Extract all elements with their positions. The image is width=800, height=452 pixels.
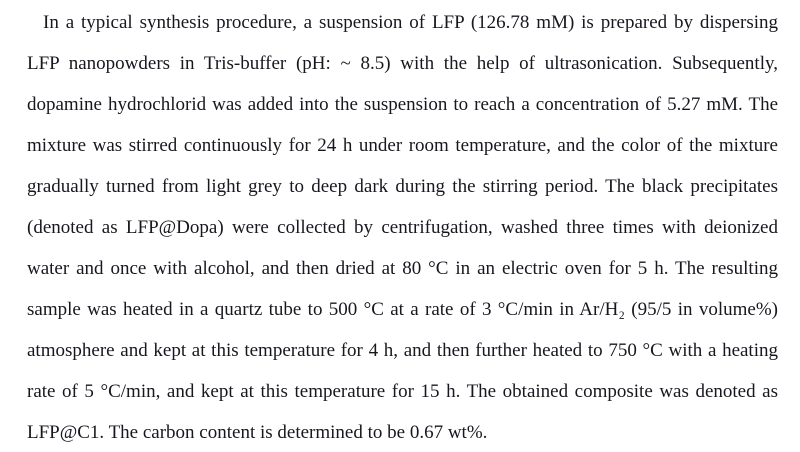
paragraph-line-10: rate of 5 °C/min, and kept at this temperature for 15 h. The obtained composite was denoted as xyxy=(27,381,778,402)
paragraph-line-4: mixture was stirred continuously for 24 h under room temperature, and the color of the mixture xyxy=(27,135,778,156)
paragraph-line-7: water and once with alcohol, and then dried at 80 °C in an electric oven for 5 h. The resulting xyxy=(27,258,778,279)
synthesis-procedure-paragraph xyxy=(27,2,778,452)
paragraph-line-3: dopamine hydrochlorid was added into the suspension to reach a concentration of 5.27 mM. The xyxy=(27,94,778,115)
paragraph-line-6: (denoted as LFP@Dopa) were collected by centrifugation, washed three times with deionized xyxy=(27,217,778,238)
paragraph-line-2: LFP nanopowders in Tris-buffer (pH: ~ 8.5) with the help of ultrasonication. Subsequently, xyxy=(27,53,778,74)
paragraph-line-9: atmosphere and kept at this temperature for 4 h, and then further heated to 750 °C with a heating xyxy=(27,340,778,361)
paragraph-line-1: In a typical synthesis procedure, a suspension of LFP (126.78 mM) is prepared by dispersing xyxy=(43,12,778,33)
paragraph-line-8: sample was heated in a quartz tube to 500 °C at a rate of 3 °C/min in Ar/H₂ (95/5 in volume%) xyxy=(27,299,778,320)
paragraph-line-11: LFP@C1. The carbon content is determined to be 0.67 wt%. xyxy=(27,422,488,443)
paragraph-line-5: gradually turned from light grey to deep dark during the stirring period. The black precipitates xyxy=(27,176,778,197)
